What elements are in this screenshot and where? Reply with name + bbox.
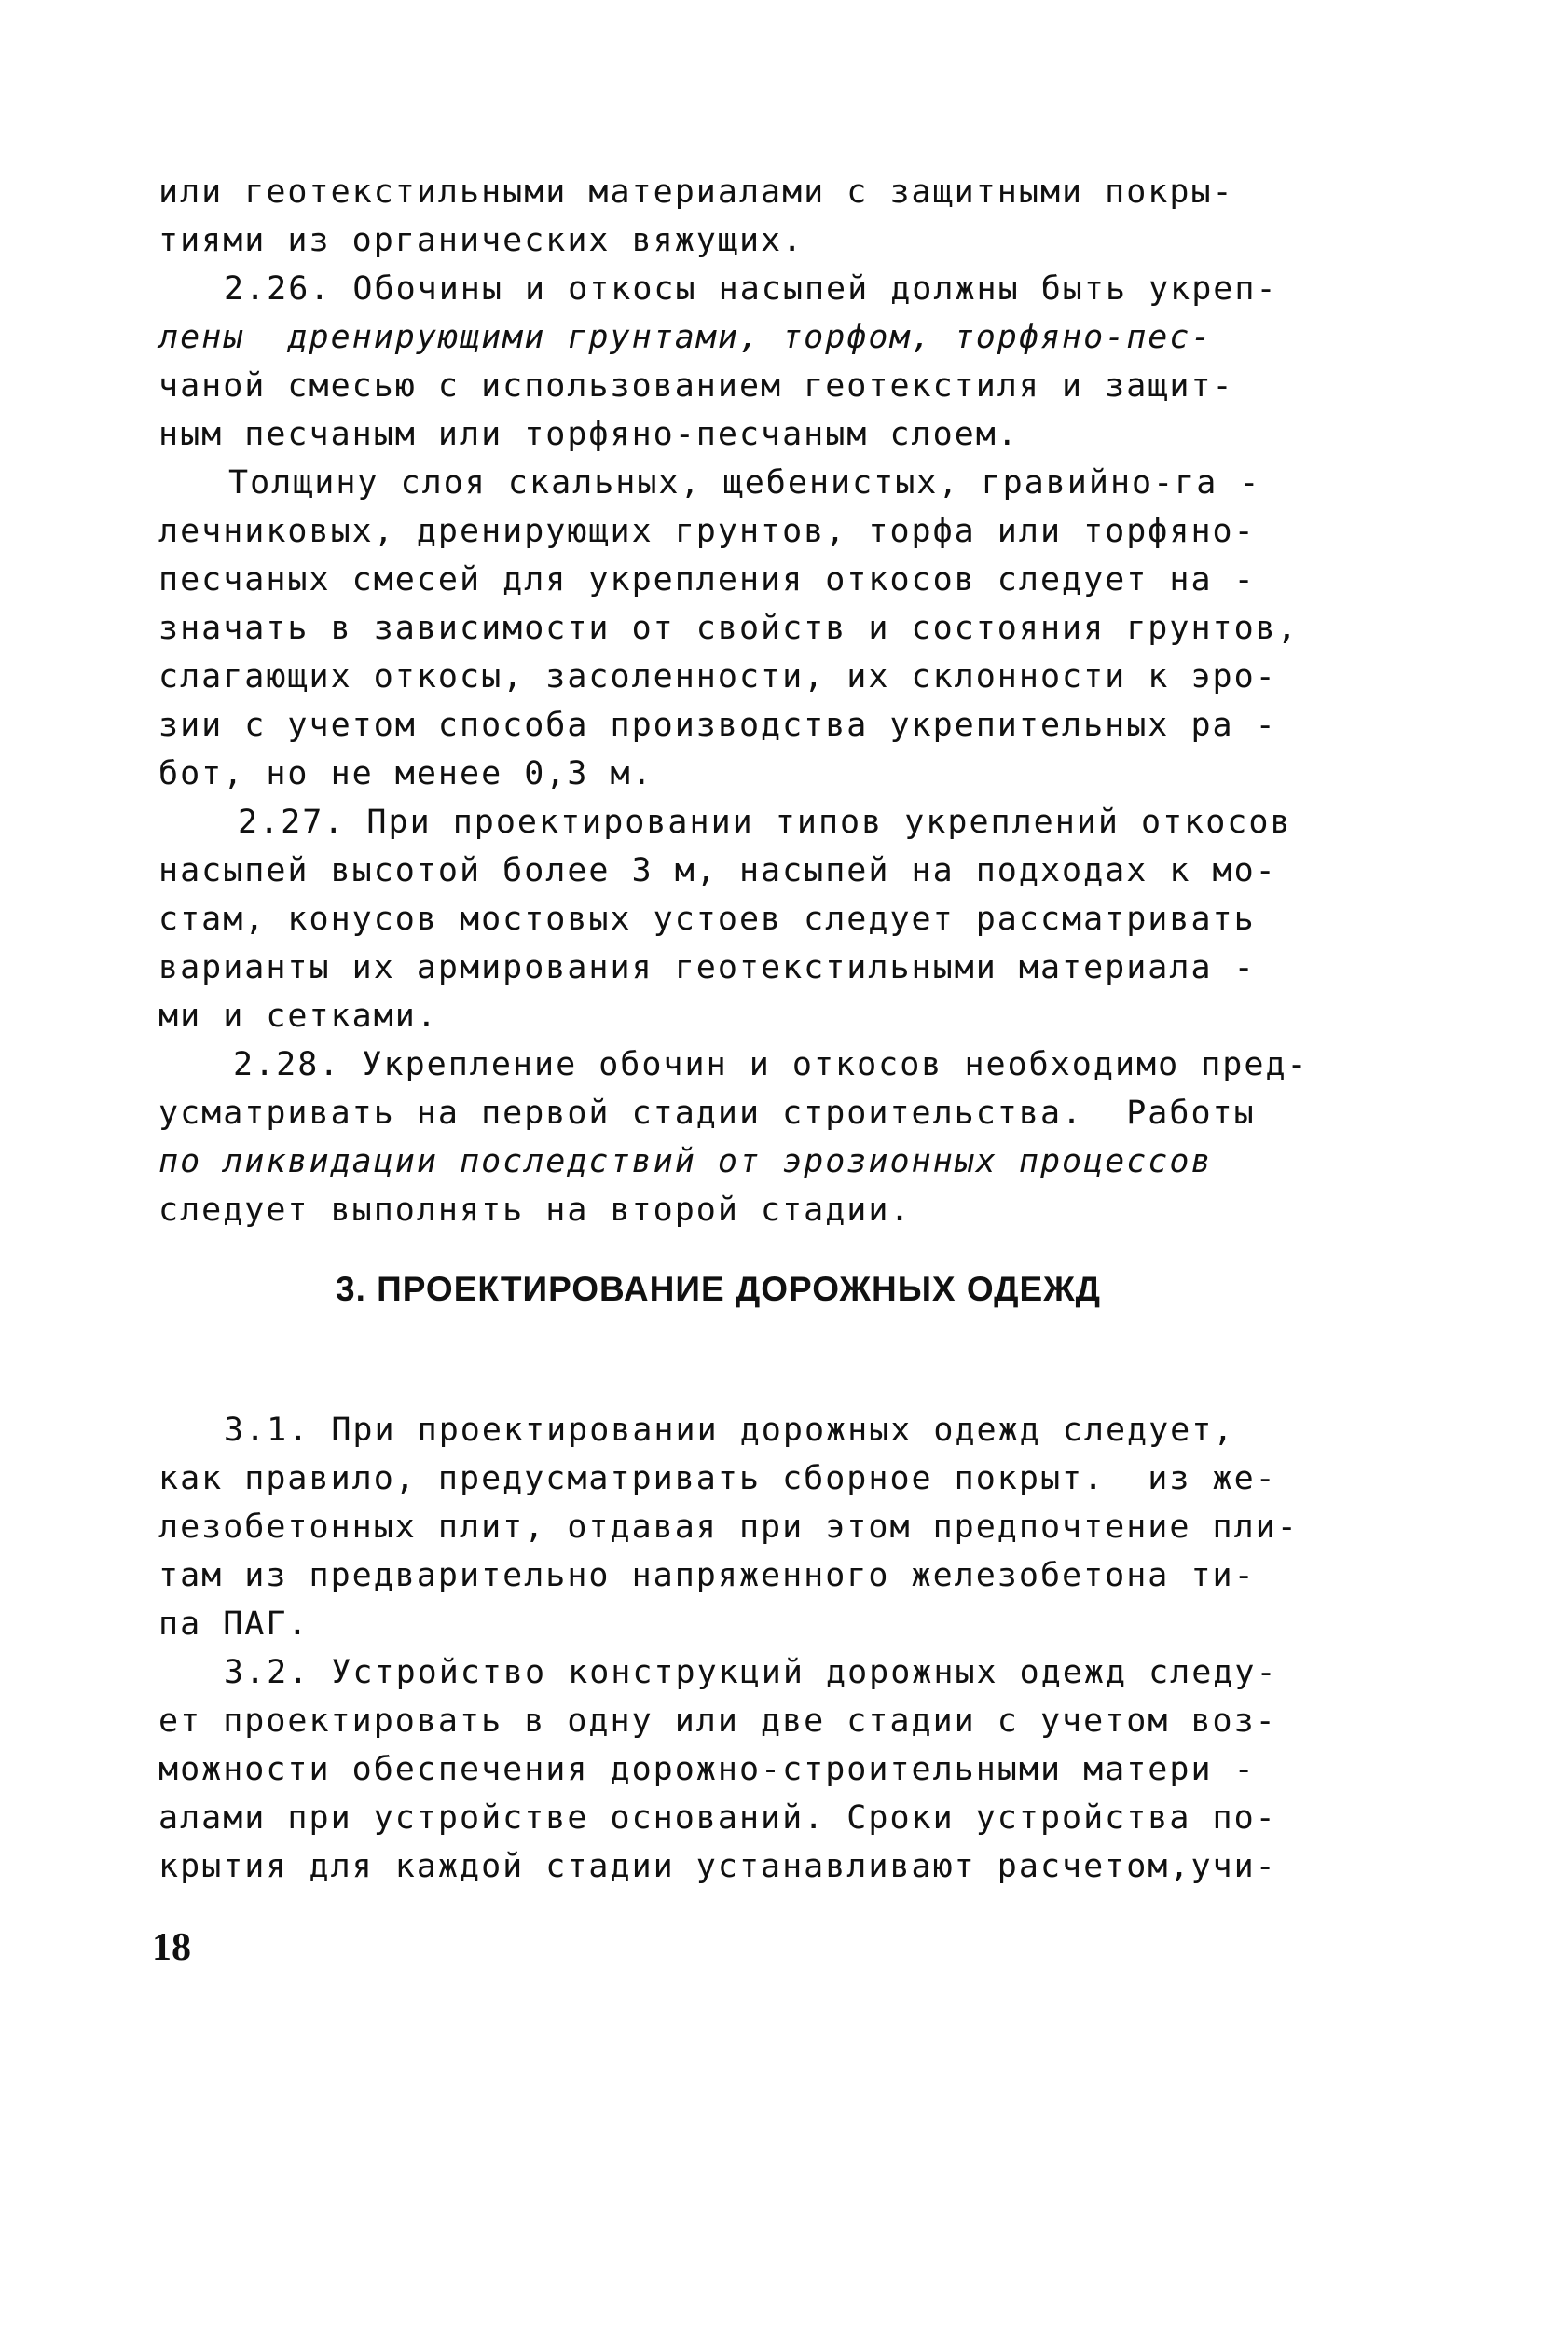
clause-3-1-line: 3.1. При проектировании дорожных одежд следует, bbox=[224, 1412, 1235, 1449]
clause-3-2-line: алами при устройстве оснований. Сроки устройства по- bbox=[158, 1799, 1277, 1837]
clause-2-26-continued-line: песчаных смесей для укрепления откосов следует на - bbox=[158, 561, 1256, 599]
clause-2-26-continued-line: слагающих откосы, засоленности, их склонности к эро- bbox=[158, 658, 1277, 696]
text-line: тиями из органических вяжущих. bbox=[158, 222, 805, 259]
section-heading: 3. ПРОЕКТИРОВАНИЕ ДОРОЖНЫХ ОДЕЖД bbox=[336, 1270, 1102, 1308]
clause-2-26-continued-line: лечниковых, дренирующих грунтов, торфа или торфяно- bbox=[158, 513, 1256, 550]
clause-2-26-line: 2.26. Обочины и откосы насыпей должны быть укреп- bbox=[224, 270, 1278, 308]
clause-2-26-continued-line: Толщину слоя скальных, щебенистых, гравийно-га - bbox=[228, 464, 1261, 502]
clause-3-1-line: как правило, предусматривать сборное покрыт. из же- bbox=[158, 1460, 1277, 1497]
clause-2-27-line: стам, конусов мостовых устоев следует рассматривать bbox=[158, 901, 1256, 938]
clause-3-2-line: крытия для каждой стадии устанавливают расчетом,учи- bbox=[158, 1848, 1277, 1885]
clause-2-26-line: ным песчаным или торфяно-песчаным слоем. bbox=[158, 416, 1019, 453]
clause-2-26-continued-line: бот, но не менее 0,3 м. bbox=[158, 755, 653, 792]
clause-2-28-line: по ликвидации последствий от эрозионных процессов bbox=[158, 1143, 1213, 1180]
clause-3-2-line: ет проектировать в одну или две стадии с учетом воз- bbox=[158, 1702, 1277, 1740]
clause-3-1-line: лезобетонных плит, отдавая при этом предпочтение пли- bbox=[158, 1508, 1299, 1546]
page-number: 18 bbox=[152, 1926, 191, 1969]
clause-2-26-line: чаной смесью с использованием геотекстиля и защит- bbox=[158, 367, 1234, 405]
clause-3-2-line: 3.2. Устройство конструкций дорожных одежд следу- bbox=[224, 1654, 1278, 1691]
clause-2-26-continued-line: значать в зависимости от свойств и состояния грунтов, bbox=[158, 610, 1299, 647]
clause-2-27-line: ми и сетками. bbox=[158, 998, 438, 1035]
clause-2-26-line: лены дренирующими грунтами, торфом, торфяно-пес- bbox=[158, 319, 1213, 356]
clause-2-27-line: варианты их армирования геотекстильными материала - bbox=[158, 949, 1256, 986]
clause-2-28-line: 2.28. Укрепление обочин и откосов необходимо пред- bbox=[233, 1046, 1309, 1083]
clause-2-28-line: следует выполнять на второй стадии. bbox=[158, 1192, 912, 1229]
clause-2-27-line: 2.27. При проектировании типов укреплений откосов bbox=[238, 804, 1292, 841]
text-line: или геотекстильными материалами с защитными покры- bbox=[158, 173, 1234, 211]
clause-3-2-line: можности обеспечения дорожно-строительными матери - bbox=[158, 1751, 1256, 1788]
clause-2-28-line: усматривать на первой стадии строительства. Работы bbox=[158, 1095, 1256, 1132]
clause-2-26-continued-line: зии с учетом способа производства укрепительных ра - bbox=[158, 707, 1277, 744]
clause-3-1-line: па ПАГ. bbox=[158, 1605, 309, 1643]
clause-3-1-line: там из предварительно напряженного железобетона ти- bbox=[158, 1557, 1256, 1594]
clause-2-27-line: насыпей высотой более 3 м, насыпей на подходах к мо- bbox=[158, 852, 1277, 889]
